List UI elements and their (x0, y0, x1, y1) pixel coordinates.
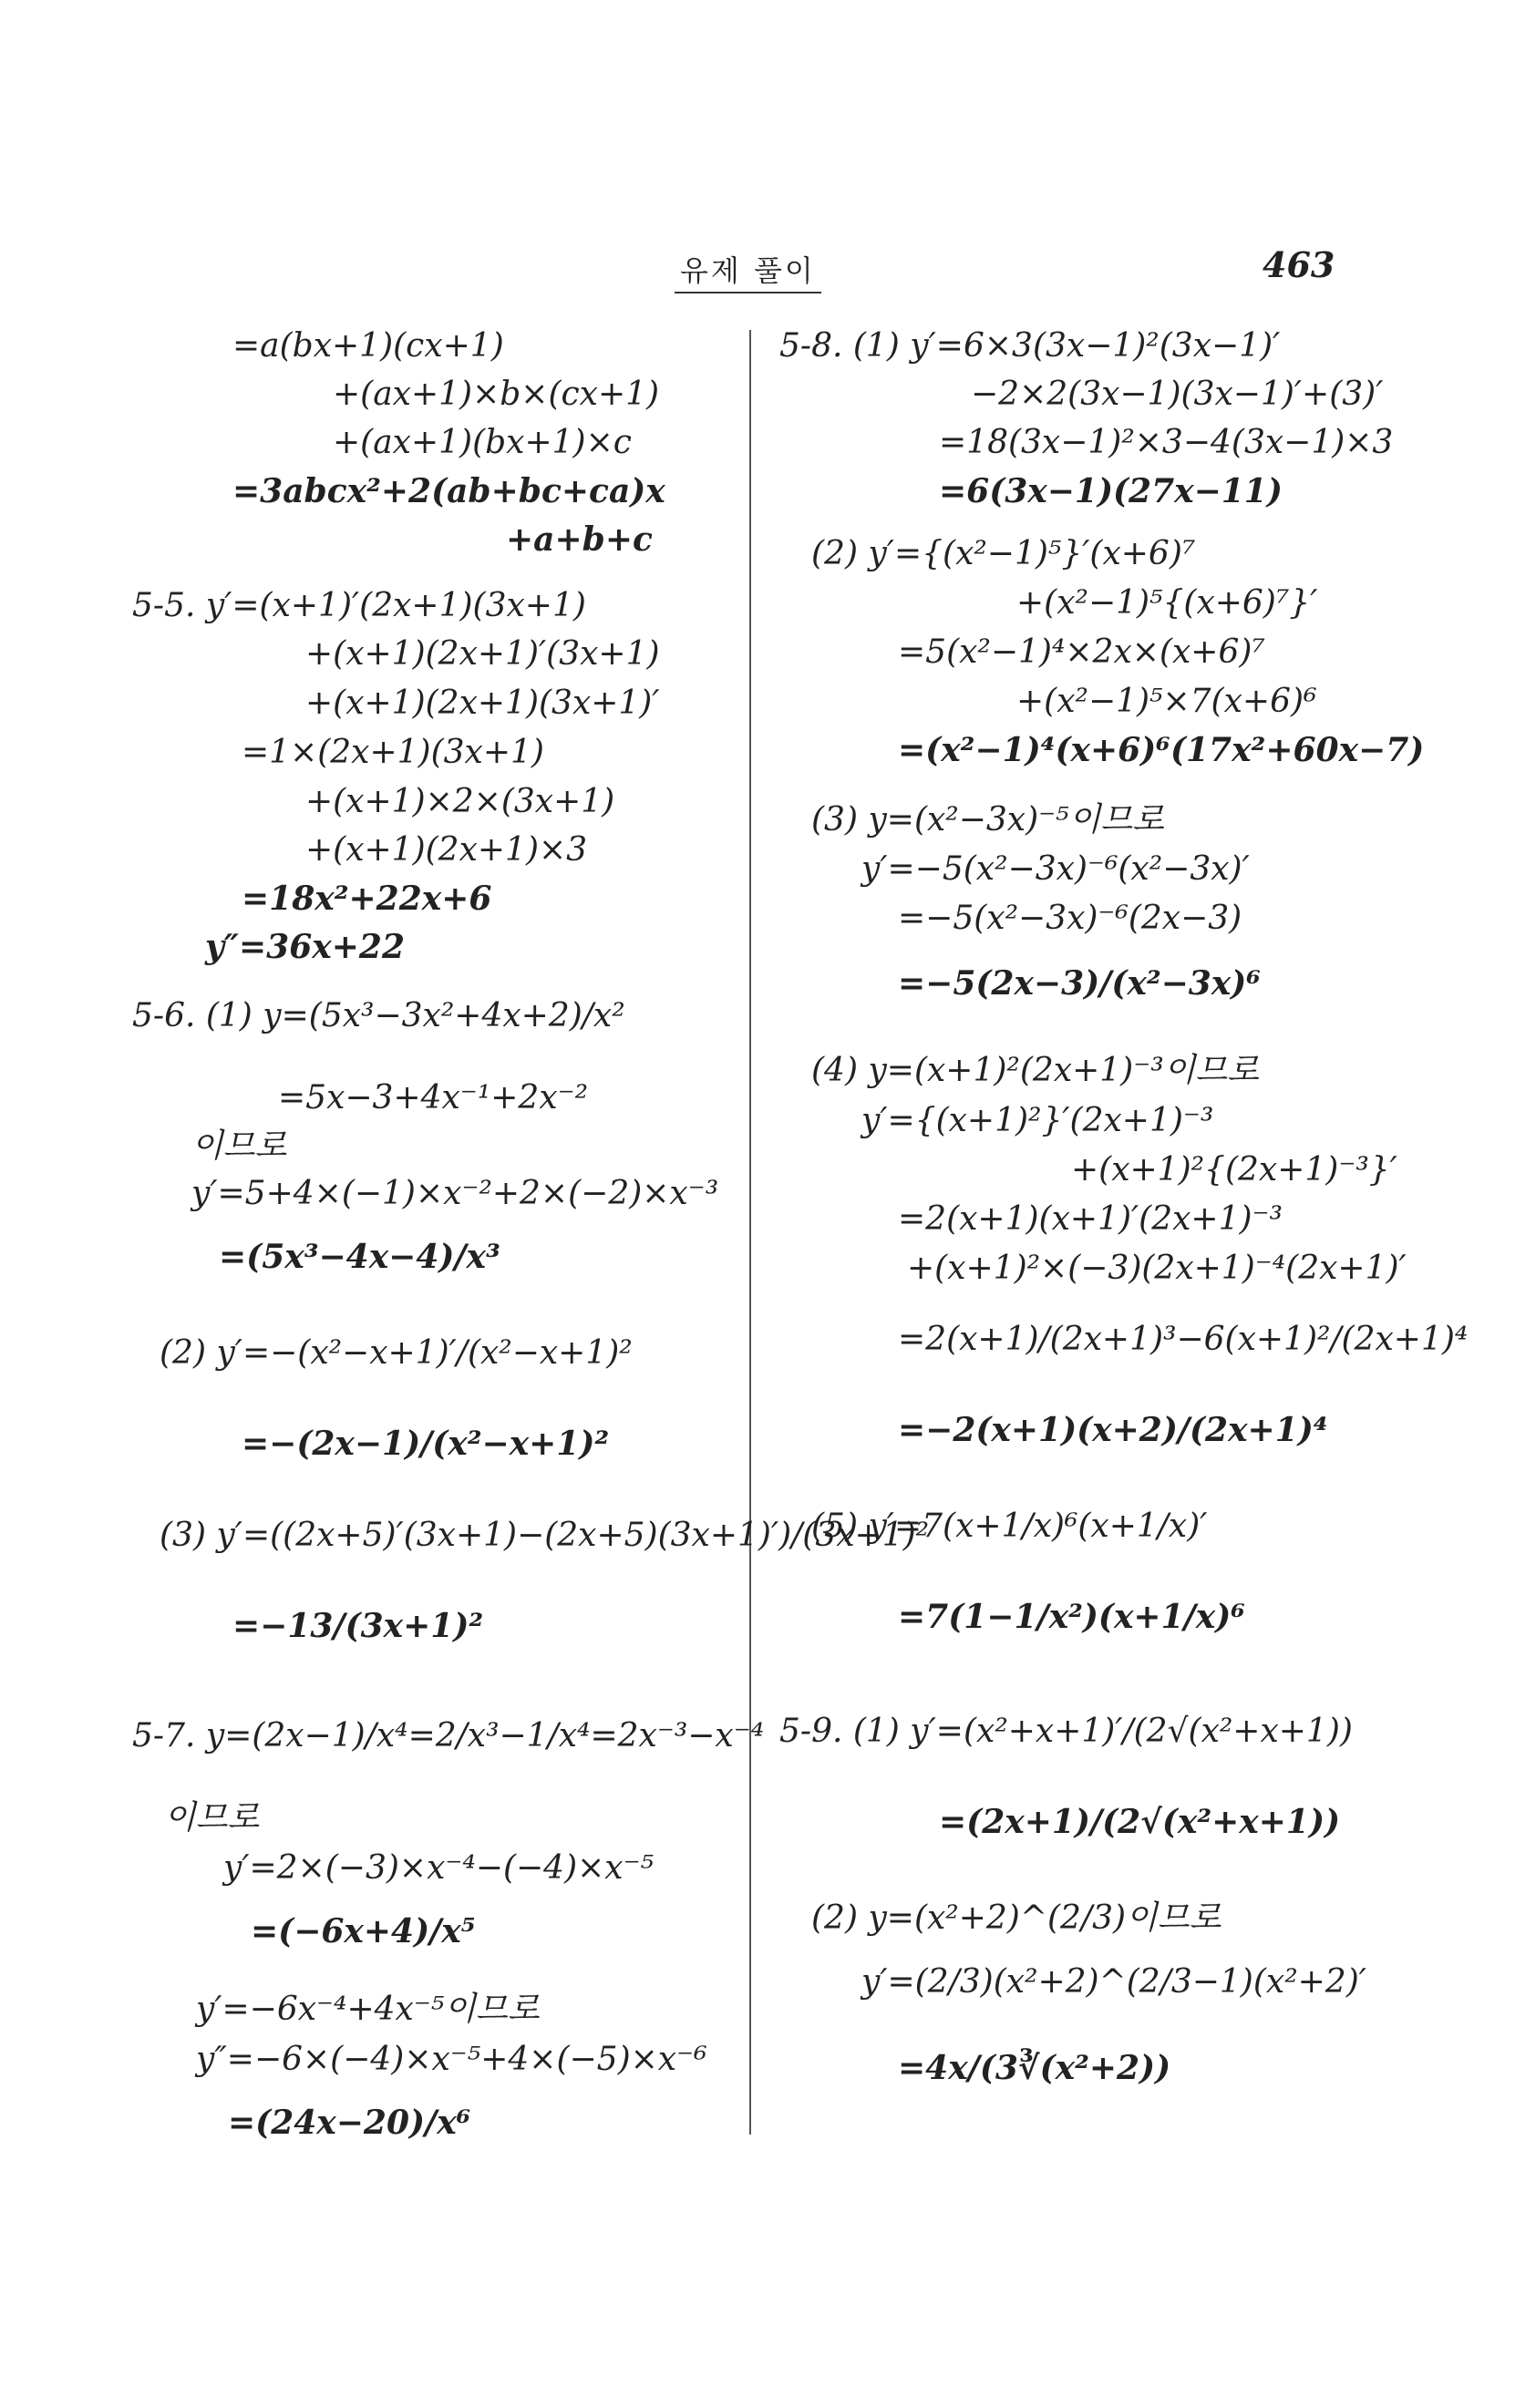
solution-line: 이므로 (164, 1799, 260, 1837)
solution-line: =4x/(3∛(x²+2)) (898, 2049, 1171, 2087)
solution-line: =18x²+22x+6 (242, 880, 492, 918)
solution-line: y′=−6x⁻⁴+4x⁻⁵이므로 (196, 1991, 540, 2028)
solution-line: (2) y=(x²+2)^(2/3)이므로 (811, 1899, 1222, 1937)
solution-line: +a+b+c (506, 520, 653, 559)
solution-line: 5-9. (1) y′=(x²+x+1)′/(2√(x²+x+1)) (779, 1713, 1353, 1750)
solution-line: +(x+1)(2x+1)′(3x+1) (305, 635, 660, 673)
solution-line: =−13/(3x+1)² (232, 1607, 484, 1645)
solution-line: y′=5+4×(−1)×x⁻²+2×(−2)×x⁻³ (191, 1175, 719, 1212)
solution-line: y′=−5(x²−3x)⁻⁶(x²−3x)′ (861, 850, 1250, 888)
solution-line: y″=36x+22 (205, 928, 405, 966)
solution-line: =−(2x−1)/(x²−x+1)² (242, 1425, 610, 1463)
solution-line: 이므로 (191, 1127, 287, 1165)
solution-line: y′={(x+1)²}′(2x+1)⁻³ (861, 1102, 1214, 1139)
solution-line: =6(3x−1)(27x−11) (939, 472, 1283, 510)
solution-line: (5) y′=7(x+1/x)⁶(x+1/x)′ (811, 1508, 1208, 1545)
solution-line: y″=−6×(−4)×x⁻⁵+4×(−5)×x⁻⁶ (196, 2041, 707, 2078)
solution-line: =a(bx+1)(cx+1) (232, 327, 504, 365)
solution-line: =(5x³−4x−4)/x³ (219, 1238, 500, 1276)
solution-line: =−2(x+1)(x+2)/(2x+1)⁴ (898, 1411, 1328, 1449)
solution-line: =1×(2x+1)(3x+1) (242, 734, 544, 771)
solution-line: (3) y=(x²−3x)⁻⁵이므로 (811, 801, 1164, 839)
solution-line: 5-7. y=(2x−1)/x⁴=2/x³−1/x⁴=2x⁻³−x⁻⁴ (132, 1717, 765, 1755)
solution-line: =2(x+1)/(2x+1)³−6(x+1)²/(2x+1)⁴ (898, 1321, 1469, 1358)
solution-line: =7(1−1/x²)(x+1/x)⁶ (898, 1598, 1246, 1636)
solution-line: =2(x+1)(x+1)′(2x+1)⁻³ (898, 1200, 1283, 1238)
solution-line: +(x+1)(2x+1)(3x+1)′ (305, 684, 660, 722)
solution-line: y′=2×(−3)×x⁻⁴−(−4)×x⁻⁵ (223, 1849, 655, 1887)
solution-line: 5-5. y′=(x+1)′(2x+1)(3x+1) (132, 587, 586, 624)
solution-line: =5x−3+4x⁻¹+2x⁻² (278, 1079, 589, 1117)
column-divider (749, 330, 751, 2135)
solution-line: (2) y′=−(x²−x+1)′/(x²−x+1)² (160, 1334, 633, 1372)
solution-line: y′=(2/3)(x²+2)^(2/3−1)(x²+2)′ (861, 1963, 1366, 2001)
solution-line: +(ax+1)(bx+1)×c (333, 424, 632, 461)
solution-line: +(x²−1)⁵×7(x+6)⁶ (1016, 683, 1317, 720)
solution-line: (2) y′={(x²−1)⁵}′(x+6)⁷ (811, 535, 1196, 572)
solution-line: =(x²−1)⁴(x+6)⁶(17x²+60x−7) (898, 731, 1425, 769)
solution-line: =3abcx²+2(ab+bc+ca)x (232, 472, 665, 510)
solution-line: (3) y′=((2x+5)′(3x+1)−(2x+5)(3x+1)′)/(3x+1)² (160, 1517, 930, 1554)
solution-line: +(ax+1)×b×(cx+1) (333, 376, 660, 413)
solution-line: 5-8. (1) y′=6×3(3x−1)²(3x−1)′ (779, 327, 1281, 365)
solution-line: (4) y=(x+1)²(2x+1)⁻³이므로 (811, 1052, 1259, 1089)
solution-line: +(x²−1)⁵{(x+6)⁷}′ (1016, 584, 1318, 622)
solution-line: +(x+1)²×(−3)(2x+1)⁻⁴(2x+1)′ (907, 1250, 1407, 1287)
solution-line: =(24x−20)/x⁶ (228, 2104, 471, 2142)
solution-line: =(−6x+4)/x⁵ (251, 1912, 476, 1950)
solution-line: =−5(x²−3x)⁻⁶(2x−3) (898, 900, 1242, 937)
solution-line: +(x+1)×2×(3x+1) (305, 783, 615, 820)
solution-line: =18(3x−1)²×3−4(3x−1)×3 (939, 424, 1394, 461)
solution-line: +(x+1)²{(2x+1)⁻³}′ (1071, 1151, 1397, 1189)
solution-line: −2×2(3x−1)(3x−1)′+(3)′ (971, 376, 1384, 413)
solution-line: +(x+1)(2x+1)×3 (305, 831, 588, 869)
solution-line: =5(x²−1)⁴×2x×(x+6)⁷ (898, 633, 1265, 671)
solution-line: =−5(2x−3)/(x²−3x)⁶ (898, 964, 1262, 1003)
solution-line: =(2x+1)/(2√(x²+x+1)) (939, 1803, 1341, 1841)
solution-line: 5-6. (1) y=(5x³−3x²+4x+2)/x² (132, 997, 625, 1034)
page-number: 463 (1263, 244, 1335, 285)
page-header-title: 유제 풀이 (675, 248, 821, 293)
